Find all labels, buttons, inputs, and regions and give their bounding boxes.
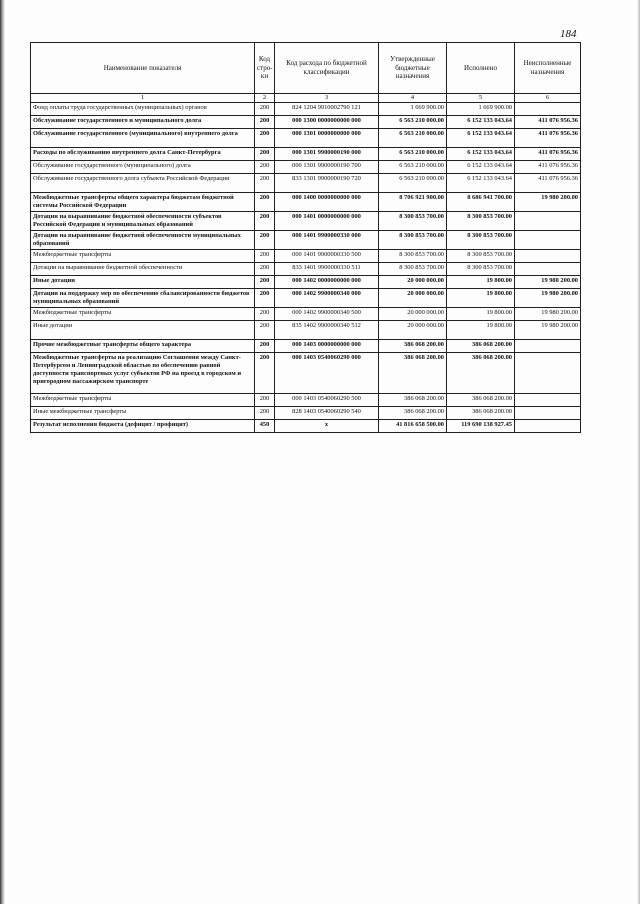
row-name-cell: Межбюджетные трансферты общего характера бюджетам бюджетной системы Российской Федерации xyxy=(31,193,255,212)
row-approved-cell: 6 563 210 000.00 xyxy=(379,148,447,161)
row-executed-cell: 6 152 133 043.64 xyxy=(447,148,515,161)
row-approved-cell: 386 068 200.00 xyxy=(379,394,447,407)
row-unexecuted-cell xyxy=(515,394,581,407)
row-approved-cell: 8 300 853 700.00 xyxy=(379,231,447,250)
row-executed-cell: 386 068 200.00 xyxy=(447,394,515,407)
row-unexecuted-cell: 411 076 956.36 xyxy=(515,148,581,161)
table-header xyxy=(31,43,581,103)
row-name-cell: Межбюджетные трансферты на реализацию Соглашения между Санкт-Петербургом и Ленинградской областью по обеспечению равной доступности транспортных услуг субъектов РФ на проезд в городском и пригородном пассажирском транспорте xyxy=(31,353,255,394)
row-name-cell: Обслуживание государственного (муниципального) внутреннего долга xyxy=(31,129,255,148)
row-expense-code-cell: 000 1401 9900000330 500 xyxy=(275,250,379,263)
row-name-cell: Дотации на выравнивание бюджетной обеспеченности xyxy=(31,263,255,276)
column-number: 1 xyxy=(31,94,255,103)
table-row xyxy=(31,116,581,129)
row-expense-code-cell: 835 1402 9900000340 512 xyxy=(275,321,379,340)
header-unexecuted: Неисполненные назначения xyxy=(515,43,581,94)
row-executed-cell: 386 068 200.00 xyxy=(447,353,515,394)
row-line-code-cell: 200 xyxy=(255,263,275,276)
row-unexecuted-cell xyxy=(515,340,581,353)
row-expense-code-cell: 000 1403 0540060290 500 xyxy=(275,394,379,407)
table-row xyxy=(31,148,581,161)
table-row xyxy=(31,276,581,289)
row-line-code-cell: 200 xyxy=(255,353,275,394)
header-executed: Исполнено xyxy=(447,43,515,94)
row-executed-cell: 386 068 200.00 xyxy=(447,407,515,420)
row-executed-cell: 19 800.00 xyxy=(447,321,515,340)
row-expense-code-cell: 833 1301 9900000190 720 xyxy=(275,174,379,193)
table-row xyxy=(31,321,581,340)
table-row xyxy=(31,161,581,174)
row-expense-code-cell: x xyxy=(275,420,379,433)
row-unexecuted-cell xyxy=(515,353,581,394)
row-name-cell: Межбюджетные трансферты xyxy=(31,394,255,407)
row-expense-code-cell: 000 1403 0000000000 000 xyxy=(275,340,379,353)
table-row xyxy=(31,103,581,116)
row-expense-code-cell: 000 1403 0540060290 000 xyxy=(275,353,379,394)
row-executed-cell: 8 300 853 700.00 xyxy=(447,263,515,276)
row-approved-cell: 20 000 000.00 xyxy=(379,276,447,289)
row-name-cell: Обслуживание государственного и муниципального долга xyxy=(31,116,255,129)
row-expense-code-cell: 000 1401 0000000000 000 xyxy=(275,212,379,231)
row-line-code-cell: 200 xyxy=(255,161,275,174)
row-expense-code-cell: 000 1301 9900000190 700 xyxy=(275,161,379,174)
row-approved-cell: 386 068 200.00 xyxy=(379,340,447,353)
table-row xyxy=(31,394,581,407)
row-executed-cell: 19 800.00 xyxy=(447,276,515,289)
row-unexecuted-cell: 19 980 200.00 xyxy=(515,308,581,321)
row-name-cell: Дотации на выравнивание бюджетной обеспеченности муниципальных образований xyxy=(31,231,255,250)
row-unexecuted-cell xyxy=(515,103,581,116)
column-number: 2 xyxy=(255,94,275,103)
row-executed-cell: 8 300 853 700.00 xyxy=(447,212,515,231)
row-line-code-cell: 200 xyxy=(255,116,275,129)
table-row xyxy=(31,263,581,276)
row-name-cell: Обслуживание государственного долга субъекта Российской Федерации xyxy=(31,174,255,193)
row-unexecuted-cell xyxy=(515,250,581,263)
table-row xyxy=(31,353,581,394)
row-name-cell: Дотации на выравнивание бюджетной обеспеченности субъектов Российской Федерации и муниципальных образований xyxy=(31,212,255,231)
row-name-cell: Обслуживание государственного (муниципального) долга xyxy=(31,161,255,174)
table-row xyxy=(31,231,581,250)
row-line-code-cell: 200 xyxy=(255,340,275,353)
table-row xyxy=(31,340,581,353)
row-line-code-cell: 200 xyxy=(255,394,275,407)
row-line-code-cell: 200 xyxy=(255,289,275,308)
table-row xyxy=(31,289,581,308)
row-expense-code-cell: 000 1300 0000000000 000 xyxy=(275,116,379,129)
row-executed-cell: 8 300 853 700.00 xyxy=(447,250,515,263)
row-unexecuted-cell xyxy=(515,407,581,420)
row-line-code-cell: 200 xyxy=(255,103,275,116)
table-row xyxy=(31,129,581,148)
row-name-cell: Прочие межбюджетные трансферты общего характера xyxy=(31,340,255,353)
table-row xyxy=(31,308,581,321)
row-expense-code-cell: 000 1400 0000000000 000 xyxy=(275,193,379,212)
table-row xyxy=(31,193,581,212)
row-approved-cell: 386 068 200.00 xyxy=(379,407,447,420)
header-approved: Утвержденные бюджетные назначения xyxy=(379,43,447,94)
row-executed-cell: 8 686 941 700.00 xyxy=(447,193,515,212)
table-row xyxy=(31,212,581,231)
row-line-code-cell: 200 xyxy=(255,407,275,420)
row-expense-code-cell: 000 1401 9900000330 000 xyxy=(275,231,379,250)
header-line-code: Код стро-ки xyxy=(255,43,275,94)
row-approved-cell: 6 563 210 000.00 xyxy=(379,116,447,129)
row-name-cell: Результат исполнения бюджета (дефицит / профицит) xyxy=(31,420,255,433)
row-unexecuted-cell xyxy=(515,420,581,433)
row-name-cell: Межбюджетные трансферты xyxy=(31,308,255,321)
row-line-code-cell: 200 xyxy=(255,231,275,250)
row-line-code-cell: 450 xyxy=(255,420,275,433)
row-executed-cell: 386 068 200.00 xyxy=(447,340,515,353)
row-name-cell: Иные дотации xyxy=(31,321,255,340)
page-number: 184 xyxy=(560,28,577,40)
row-expense-code-cell: 824 1204 9910002790 121 xyxy=(275,103,379,116)
row-unexecuted-cell: 411 076 956.36 xyxy=(515,129,581,148)
row-unexecuted-cell: 411 076 956.36 xyxy=(515,174,581,193)
row-unexecuted-cell xyxy=(515,212,581,231)
row-approved-cell: 6 563 210 000.00 xyxy=(379,161,447,174)
row-approved-cell: 1 669 900.00 xyxy=(379,103,447,116)
row-line-code-cell: 200 xyxy=(255,148,275,161)
row-expense-code-cell: 000 1301 9900000190 000 xyxy=(275,148,379,161)
row-executed-cell: 19 800.00 xyxy=(447,308,515,321)
row-approved-cell: 41 816 658 500.00 xyxy=(379,420,447,433)
row-executed-cell: 119 690 138 927.45 xyxy=(447,420,515,433)
row-unexecuted-cell: 19 980 200.00 xyxy=(515,193,581,212)
table-row xyxy=(31,407,581,420)
header-expense-code: Код расхода по бюджетной классификации xyxy=(275,43,379,94)
row-approved-cell: 8 300 853 700.00 xyxy=(379,212,447,231)
row-executed-cell: 1 669 900.00 xyxy=(447,103,515,116)
table-body xyxy=(31,103,581,433)
column-number: 4 xyxy=(379,94,447,103)
row-unexecuted-cell xyxy=(515,263,581,276)
row-line-code-cell: 200 xyxy=(255,250,275,263)
row-expense-code-cell: 000 1301 0000000000 000 xyxy=(275,129,379,148)
row-unexecuted-cell xyxy=(515,231,581,250)
row-executed-cell: 6 152 133 043.64 xyxy=(447,161,515,174)
row-line-code-cell: 200 xyxy=(255,321,275,340)
row-expense-code-cell: 000 1402 9900000340 000 xyxy=(275,289,379,308)
row-name-cell: Расходы по обслуживанию внутреннего долга Санкт-Петербурга xyxy=(31,148,255,161)
row-approved-cell: 8 300 853 700.00 xyxy=(379,250,447,263)
row-unexecuted-cell: 411 076 956.36 xyxy=(515,161,581,174)
row-executed-cell: 19 800.00 xyxy=(447,289,515,308)
row-line-code-cell: 200 xyxy=(255,212,275,231)
row-executed-cell: 8 300 853 700.00 xyxy=(447,231,515,250)
row-name-cell: Иные дотации xyxy=(31,276,255,289)
row-unexecuted-cell: 19 980 200.00 xyxy=(515,276,581,289)
scan-left-edge xyxy=(0,0,5,904)
row-expense-code-cell: 828 1403 0540060290 540 xyxy=(275,407,379,420)
row-line-code-cell: 200 xyxy=(255,174,275,193)
row-executed-cell: 6 152 133 043.64 xyxy=(447,174,515,193)
row-name-cell: Межбюджетные трансферты xyxy=(31,250,255,263)
column-number: 5 xyxy=(447,94,515,103)
table-row xyxy=(31,174,581,193)
row-executed-cell: 6 152 133 043.64 xyxy=(447,129,515,148)
row-approved-cell: 6 563 210 000.00 xyxy=(379,129,447,148)
table-row xyxy=(31,420,581,433)
row-approved-cell: 20 000 000.00 xyxy=(379,289,447,308)
row-approved-cell: 6 563 210 000.00 xyxy=(379,174,447,193)
row-expense-code-cell: 833 1401 9900000330 511 xyxy=(275,263,379,276)
row-approved-cell: 386 068 200.00 xyxy=(379,353,447,394)
row-approved-cell: 8 300 853 700.00 xyxy=(379,263,447,276)
row-unexecuted-cell: 411 076 956.36 xyxy=(515,116,581,129)
row-executed-cell: 6 152 133 043.64 xyxy=(447,116,515,129)
column-number-row xyxy=(31,94,581,103)
row-line-code-cell: 200 xyxy=(255,129,275,148)
row-expense-code-cell: 000 1402 9900000340 500 xyxy=(275,308,379,321)
budget-execution-table xyxy=(30,42,581,433)
row-name-cell: Дотации на поддержку мер по обеспечению сбалансированности бюджетов муниципальных образований xyxy=(31,289,255,308)
row-unexecuted-cell: 19 980 200.00 xyxy=(515,289,581,308)
column-number: 3 xyxy=(275,94,379,103)
row-approved-cell: 8 706 921 900.00 xyxy=(379,193,447,212)
header-name: Наименование показателя xyxy=(31,43,255,94)
row-name-cell: Фонд оплаты труда государственных (муниципальных) органов xyxy=(31,103,255,116)
row-line-code-cell: 200 xyxy=(255,308,275,321)
row-approved-cell: 20 000 000.00 xyxy=(379,308,447,321)
row-line-code-cell: 200 xyxy=(255,276,275,289)
row-expense-code-cell: 000 1402 0000000000 000 xyxy=(275,276,379,289)
row-approved-cell: 20 000 000.00 xyxy=(379,321,447,340)
row-name-cell: Иные межбюджетные трансферты xyxy=(31,407,255,420)
row-line-code-cell: 200 xyxy=(255,193,275,212)
row-unexecuted-cell: 19 980 200.00 xyxy=(515,321,581,340)
table-row xyxy=(31,250,581,263)
column-number: 6 xyxy=(515,94,581,103)
